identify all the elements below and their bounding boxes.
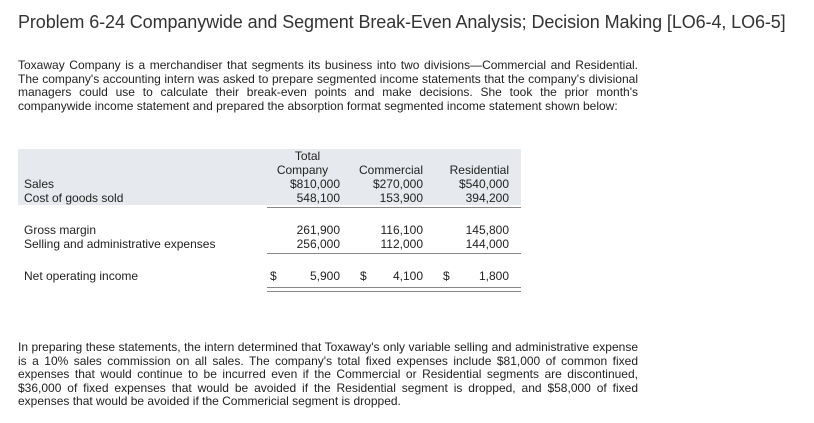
cell-commercial: 112,000 [380, 237, 423, 251]
cell-residential-value: 1,800 [478, 269, 509, 283]
cell-total: 261,900 [296, 223, 340, 237]
segmented-income-statement [18, 149, 521, 292]
header-total-line1: Total [294, 149, 321, 163]
cell-total: 256,000 [296, 237, 340, 251]
cell-residential: $540,000 [423, 177, 521, 191]
cell-residential [423, 269, 521, 283]
row-cogs [18, 191, 521, 205]
row-sga [18, 237, 521, 251]
cell-total: 548,100 [267, 191, 340, 205]
cell-commercial: $270,000 [340, 177, 423, 191]
header-total [267, 149, 340, 177]
cell-commercial: 153,900 [340, 191, 423, 205]
cell-total [267, 269, 340, 283]
cell-total-value: 5,900 [309, 269, 340, 283]
cell-residential: 145,800 [465, 223, 509, 237]
dollar-sign: $ [443, 269, 450, 283]
row-net-operating-income [18, 269, 521, 283]
dollar-sign: $ [270, 269, 277, 283]
dollar-sign: $ [360, 269, 367, 283]
cell-commercial [340, 269, 423, 283]
row-gross-margin [18, 223, 521, 237]
intro-paragraph: Toxaway Company is a merchandiser that segments its business into two divisions—Commercial and Residential. The company's accounting intern was asked to prepare segmented income statements that the company's divisional managers could use to calculate their break-even points and make decisions. She took the prior month's companywide income statement and prepared the absorption format segmented income statement shown below: [18, 58, 638, 113]
cell-total: $810,000 [267, 177, 340, 191]
header-total-line2: Company [276, 163, 329, 177]
header-row [18, 149, 521, 177]
double-rule-bottom [18, 288, 521, 292]
row-sales [18, 177, 521, 191]
row-label: Cost of goods sold [18, 191, 267, 205]
outro-paragraph: In preparing these statements, the intern determined that Toxaway's only variable selling and administrative expense is a 10% sales commission on all sales. The company's total fixed expenses include $81,000 of common fixed expenses that would continue to be incurred even if the Commercial or Residential segments are discontinued, $36,000 of fixed expenses that would be avoided if the Residential segment is dropped, and $58,000 of fixed expenses that would be avoided if the Commericial segment is dropped. [18, 340, 638, 408]
cell-commercial: 116,100 [380, 223, 423, 237]
problem-title: Problem 6-24 Companywide and Segment Break-Even Analysis; Decision Making [LO6-4, LO6-5] [18, 12, 786, 32]
cell-residential: 394,200 [423, 191, 521, 205]
row-label: Net operating income [24, 269, 139, 283]
row-label: Gross margin [24, 223, 97, 237]
cell-commercial-value: 4,100 [392, 269, 423, 283]
cell-residential: 144,000 [465, 237, 509, 251]
row-label: Selling and administrative expenses [24, 237, 216, 251]
header-commercial: Commercial [340, 149, 423, 177]
row-label: Sales [18, 177, 267, 191]
header-residential: Residential [423, 149, 521, 177]
